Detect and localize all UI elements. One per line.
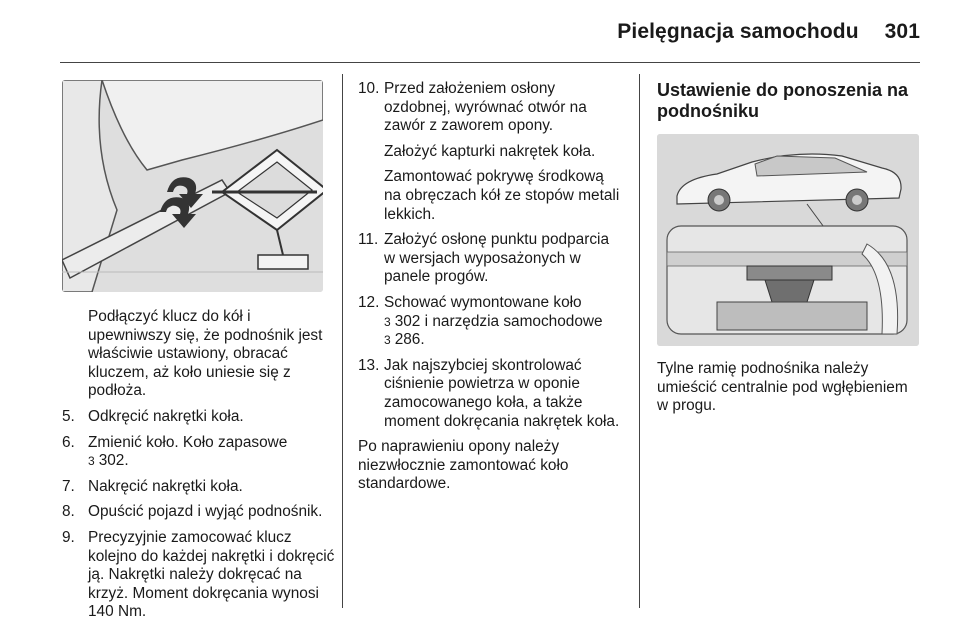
header-rule	[60, 62, 920, 63]
column-3	[657, 80, 921, 416]
step-13: 13. Jak najszybciej skontrolować ciśnienie powietrza w oponie zamocowanego koła, a także moment dokręcania nakrętek koła.	[358, 356, 620, 430]
jack-illustration	[62, 80, 323, 292]
outro-paragraph: Po naprawieniu opony należy niezwłocznie zamontować koło standardowe.	[358, 438, 569, 493]
intro-paragraph: Podłączyć klucz do kół i upewniwszy się, że podnośnik jest właściwie ustawiony, obracać kluczem, aż koło uniesie się z podłoża.	[88, 308, 323, 400]
step-12: 12. Schować wymontowane koło 3 302 i narzędzia samochodowe 3 286.	[358, 293, 603, 349]
car-lift-image	[657, 134, 919, 346]
ref-arrow-icon: 3	[384, 333, 391, 348]
step-7: 7. Nakręcić nakrętki koła.	[62, 477, 243, 495]
column-2	[358, 80, 624, 494]
step-10: 10. Przed założeniem osłony ozdobnej, wyrównać otwór na zawór z zaworem opony.	[358, 80, 587, 135]
step-5: 5. Odkręcić nakrętki koła.	[62, 407, 244, 425]
ref-arrow-icon: 3	[88, 454, 95, 469]
step-11: 11. Założyć osłonę punktu podparcia w wersjach wyposażonych w panele progów.	[358, 231, 610, 286]
page-number: 301	[884, 20, 920, 43]
car-jack-image	[62, 80, 323, 292]
caption-paragraph: Tylne ramię podnośnika należy umieścić centralnie pod wgłębieniem w progu.	[657, 360, 908, 415]
lift-illustration	[657, 134, 919, 346]
chapter-title: Pielęgnacja samochodu	[617, 20, 859, 43]
step-10-sub-1: Założyć kapturki nakrętek koła.	[384, 142, 596, 160]
section-heading: Ustawienie do ponoszenia na podnośniku	[657, 80, 909, 121]
step-9: 9. Precyzyjnie zamocować klucz kolejno do każdej nakrętki i dokręcić ją. Nakrętki należy dokręcać na krzyż. Moment dokręcania wynosi 140 Nm.	[62, 528, 335, 621]
step-8: 8. Opuścić pojazd i wyjąć podnośnik.	[62, 503, 323, 521]
step-6: 6. Zmienić koło. Koło zapasowe 3 302.	[62, 433, 288, 470]
step-10-sub-2: Zamontować pokrywę środkową na obręczach kół ze stopów metali lekkich.	[384, 168, 620, 223]
column-1	[62, 80, 336, 622]
column-divider-2	[639, 74, 640, 608]
ref-arrow-icon: 3	[384, 314, 391, 329]
page-header	[617, 20, 920, 44]
column-divider-1	[342, 74, 343, 608]
